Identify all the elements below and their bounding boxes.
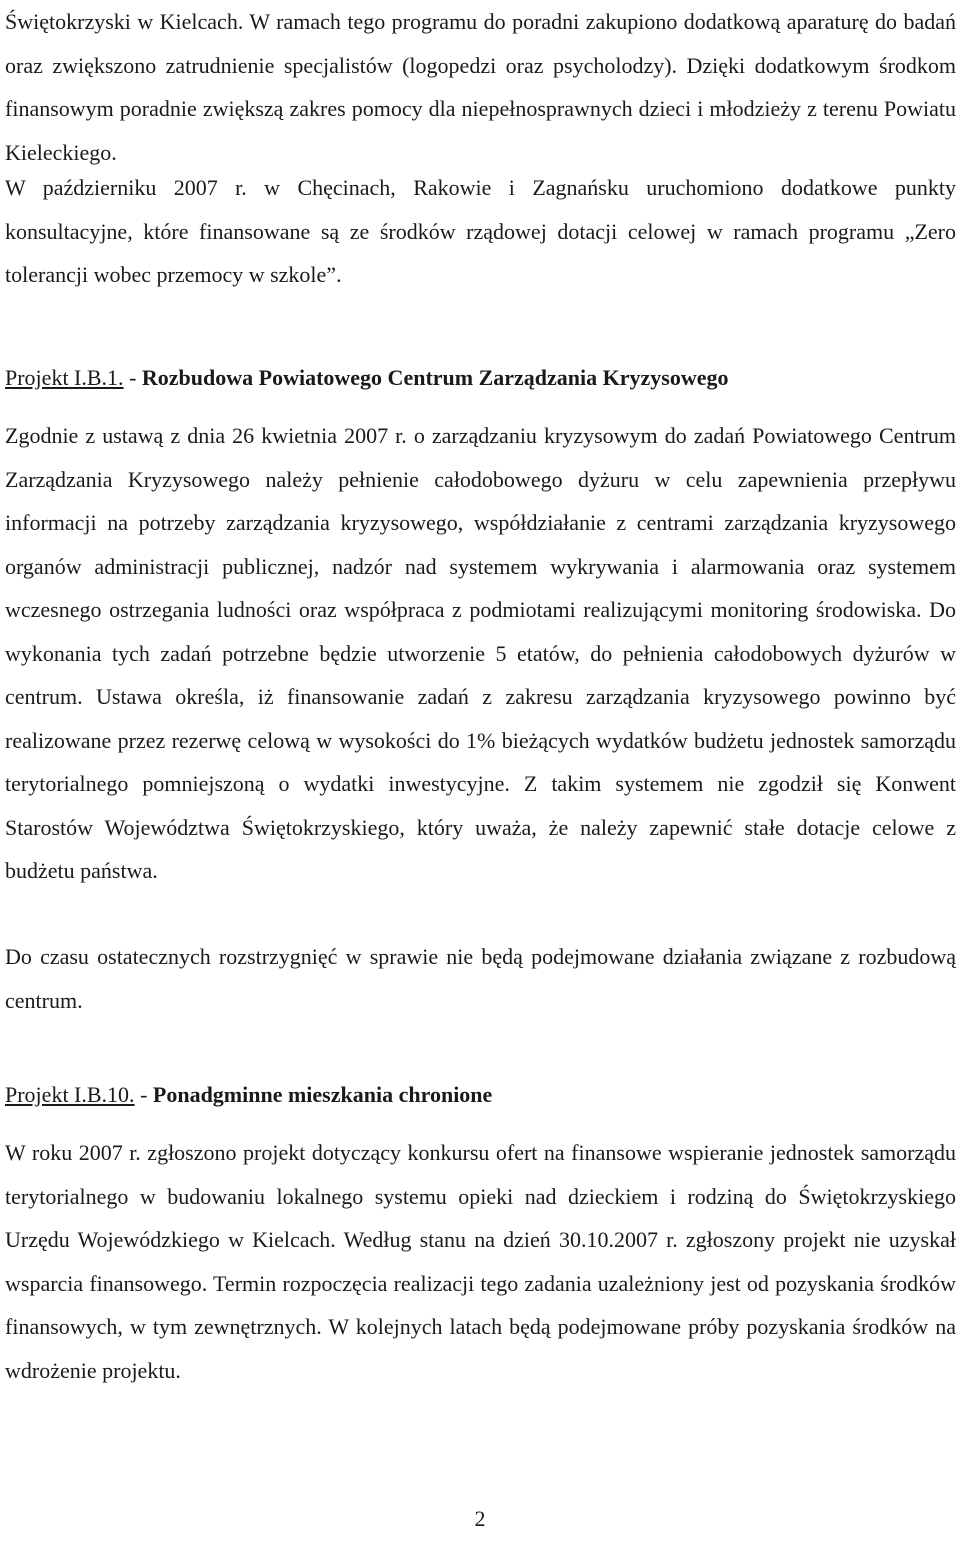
project-label-b10: Projekt I.B.10. bbox=[5, 1082, 135, 1107]
project-label-b1: Projekt I.B.1. bbox=[5, 365, 124, 390]
paragraph-b1-main: Zgodnie z ustawą z dnia 26 kwietnia 2007 r. o zarządzaniu kryzysowym do zadań Powiatowego Centrum Zarządzania Kryzysowego należy pełnienie całodobowego dyżuru w celu zapewnienia przepływu informacji na potrzeby zarządzania kryzysowego, współdziałanie z centrami zarządzania kryzysowego organów administracji publicznej, nadzór nad systemem wykrywania i alarmowania oraz systemem wczesnego ostrzegania ludności oraz współpraca z podmiotami realizującymi monitoring środowiska. Do wykonania tych zadań potrzebne będzie utworzenie 5 etatów, do pełnienia całodobowych dyżurów w centrum. Ustawa określa, iż finansowanie zadań z zakresu zarządzania kryzysowego powinno być realizowane przez rezerwę celową w wysokości do 1% bieżących wydatków budżetu jednostek samorządu terytorialnego pomniejszoną o wydatki inwestycyjne. Z takim systemem nie zgodził się Konwent Starostów Województwa Świętokrzyskiego, który uważa, że należy zapewnić stałe dotacje celowe z budżetu państwa. bbox=[5, 423, 956, 883]
paragraph-intro: Świętokrzyski w Kielcach. W ramach tego programu do poradni zakupiono dodatkową aparaturę do badań oraz zwiększono zatrudnienie specjalistów (logopedzi oraz psycholodzy). Dzięki dodatkowym środkom finansowym poradnie zwiększą zakres pomocy dla niepełnosprawnych dzieci i młodzieży z terenu Powiatu Kieleckiego. bbox=[5, 9, 956, 165]
paragraph-b10-main: W roku 2007 r. zgłoszono projekt dotyczący konkursu ofert na finansowe wspieranie jednostek samorządu terytorialnego w budowaniu lokalnego systemu opieki nad dzieckiem i rodziną do Świętokrzyskiego Urzędu Wojewódzkiego w Kielcach. Według stanu na dzień 30.10.2007 r. zgłoszony projekt nie uzyskał wsparcia finansowego. Termin rozpoczęcia realizacji tego zadania uzależniony jest od pozyskania środków finansowych, w tym zewnętrznych. W kolejnych latach będą podejmowane próby pozyskania środków na wdrożenie projektu. bbox=[5, 1140, 956, 1383]
page-number: 2 bbox=[474, 1506, 486, 1531]
heading-separator: - bbox=[134, 1082, 153, 1107]
paragraph-october: W październiku 2007 r. w Chęcinach, Rakowie i Zagnańsku uruchomiono dodatkowe punkty konsultacyjne, które finansowane są ze środków rządowej dotacji celowej w ramach programu „Zero tolerancji wobec przemocy w szkole”. bbox=[5, 175, 956, 287]
paragraph-b1-closing: Do czasu ostatecznych rozstrzygnięć w sprawie nie będą podejmowane działania związane z rozbudową centrum. bbox=[5, 944, 956, 1013]
section-heading-b1 bbox=[5, 356, 956, 400]
heading-separator: - bbox=[123, 365, 142, 390]
section-title-b10: Ponadgminne mieszkania chronione bbox=[152, 1082, 493, 1107]
section-title-b1: Rozbudowa Powiatowego Centrum Zarządzania Kryzysowego bbox=[141, 365, 729, 390]
section-heading-b10 bbox=[5, 1073, 956, 1117]
